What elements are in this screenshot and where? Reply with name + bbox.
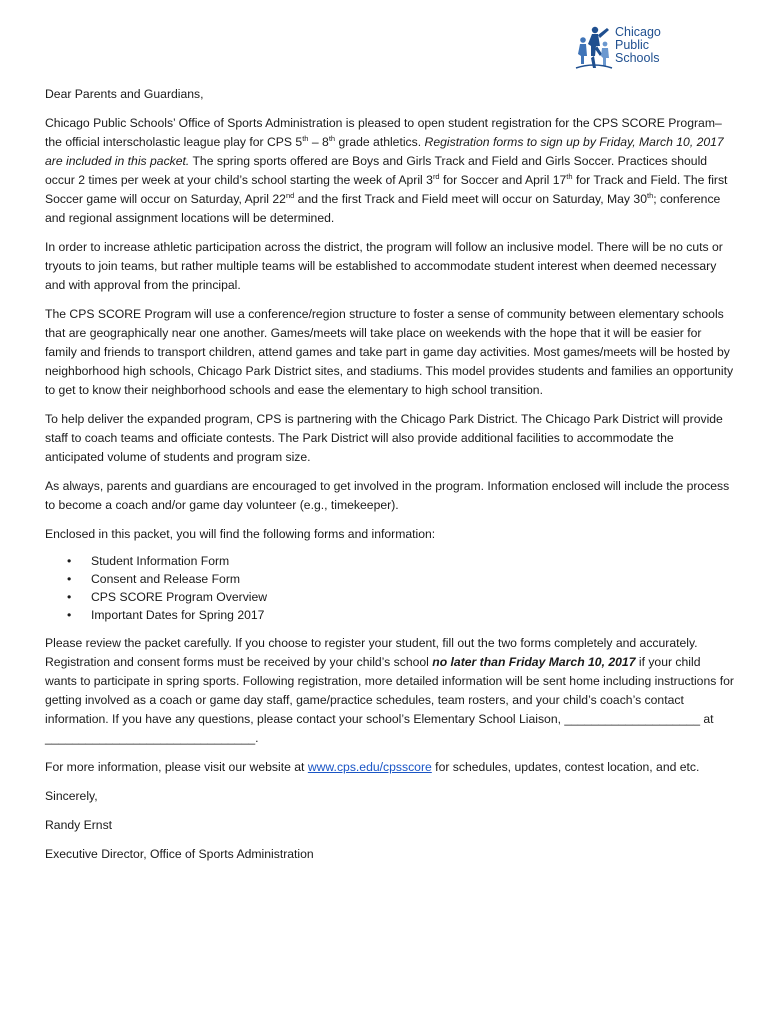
p7-text-b: if your child wants to participate in spring sports. Following registration, more detailed information will be sent home including instructions for getting involved as a coach or game day staff, game/practice schedules, team rosters, and your child’s coach’s contact information. If you have any questions, please contact your school’s Elementary School Liaison, (45, 655, 734, 726)
paragraph-park-district: To help deliver the expanded program, CPS is partnering with the Chicago Park District. The Chicago Park District will provide staff to coach teams and officiate contests. The Park District will also provide additional facilities to accommodate the anticipated volume of students and program size. (45, 412, 723, 464)
p7-text-end: . (255, 731, 259, 745)
closing: Sincerely, (45, 789, 98, 803)
paragraph-get-involved: As always, parents and guardians are encouraged to get involved in the program. Information enclosed will include the process to become a coach and/or game day volunteer (e.g., timekeeper). (45, 479, 730, 512)
p8-text-b: for schedules, updates, contest location, and etc. (431, 760, 700, 774)
p1-sup-1: th (302, 133, 309, 143)
website-link[interactable]: www.cps.edu/cpsscore (307, 760, 432, 774)
signer-name: Randy Ernst (45, 818, 113, 832)
logo-wordmark (615, 26, 661, 65)
list-item: • Important Dates for Spring 2017 (45, 606, 735, 624)
p1-sup-3: rd (432, 171, 440, 181)
p1-sup-2: th (328, 133, 336, 143)
liaison-name-blank: ____________________ (564, 712, 700, 726)
p1-italic-deadline: Registration forms to sign up by Friday, March 10, 2017 are included in this packet. (45, 135, 724, 168)
paragraph-conference-structure: The CPS SCORE Program will use a conference/region structure to foster a sense of community between elementary schools that are geographically near one another. Games/meets will take place on weekends with the hope that it will be easier for family and friends to transport children, attend games and take part in game day activities. Most games/meets will be hosted by neighborhood high schools, Chicago Park District sites, and stadiums. This model provides students and families an opportunity to get to know their neighborhood schools and ease the elementary to high school transition. (45, 307, 734, 397)
logo-line-2: Public (615, 38, 650, 52)
paragraph-review-packet (45, 634, 735, 748)
letter-body (45, 85, 735, 874)
paragraph-registration (45, 114, 735, 228)
salutation: Dear Parents and Guardians, (45, 87, 204, 101)
cps-logo (574, 24, 684, 70)
p1-text-f: for Track and Field. The first Soccer game will occur on Saturday, April 22 (45, 173, 728, 206)
list-item: • Consent and Release Form (45, 570, 735, 588)
enclosures-list (45, 552, 735, 624)
p1-text-h: ; conference and regional assignment locations will be determined. (45, 192, 721, 225)
list-item: • CPS SCORE Program Overview (45, 588, 735, 606)
p1-sup-4: th (566, 171, 573, 181)
p8-text-a: For more information, please visit our website at (45, 760, 308, 774)
p1-text-a: Chicago Public Schools’ Office of Sports Administration is pleased to open student registration for the CPS SCORE Program– the official interscholastic league play for CPS 5 (45, 116, 722, 149)
p1-text-d: The spring sports offered are Boys and Girls Track and Field and Girls Soccer. Practices should occur 2 times per week at your child’s school starting the week of April 3 (45, 154, 708, 187)
p7-text-a: Please review the packet carefully. If you choose to register your student, fill out the two forms completely and accurately. Registration and consent forms must be received by your child’s school (45, 636, 698, 669)
p1-sup-5: nd (285, 190, 295, 200)
signer-title: Executive Director, Office of Sports Administration (45, 847, 314, 861)
p1-text-g: and the first Track and Field meet will occur on Saturday, May 30 (294, 192, 647, 206)
paragraph-inclusive-model: In order to increase athletic participation across the district, the program will follow an inclusive model. There will be no cuts or tryouts to join teams, but rather multiple teams will be established to accommodate student interest when deemed necessary and with approval from the principal. (45, 240, 723, 292)
logo-line-1: Chicago (615, 25, 661, 39)
p1-sup-6: th (646, 190, 654, 200)
paragraph-more-info (45, 758, 735, 777)
p1-text-e: for Soccer and April 17 (439, 173, 567, 187)
runners-logo-icon (574, 24, 614, 70)
p1-text-b: – 8 (308, 135, 329, 149)
p7-text-at: at (699, 712, 714, 726)
logo-line-3: Schools (615, 51, 660, 65)
p1-text-c: grade athletics. (335, 135, 425, 149)
paragraph-enclosed-intro: Enclosed in this packet, you will find the following forms and information: (45, 527, 436, 541)
list-item: • Student Information Form (45, 552, 735, 570)
liaison-contact-blank: _______________________________ (45, 731, 256, 745)
p7-deadline-bold: no later than Friday March 10, 2017 (432, 655, 636, 669)
